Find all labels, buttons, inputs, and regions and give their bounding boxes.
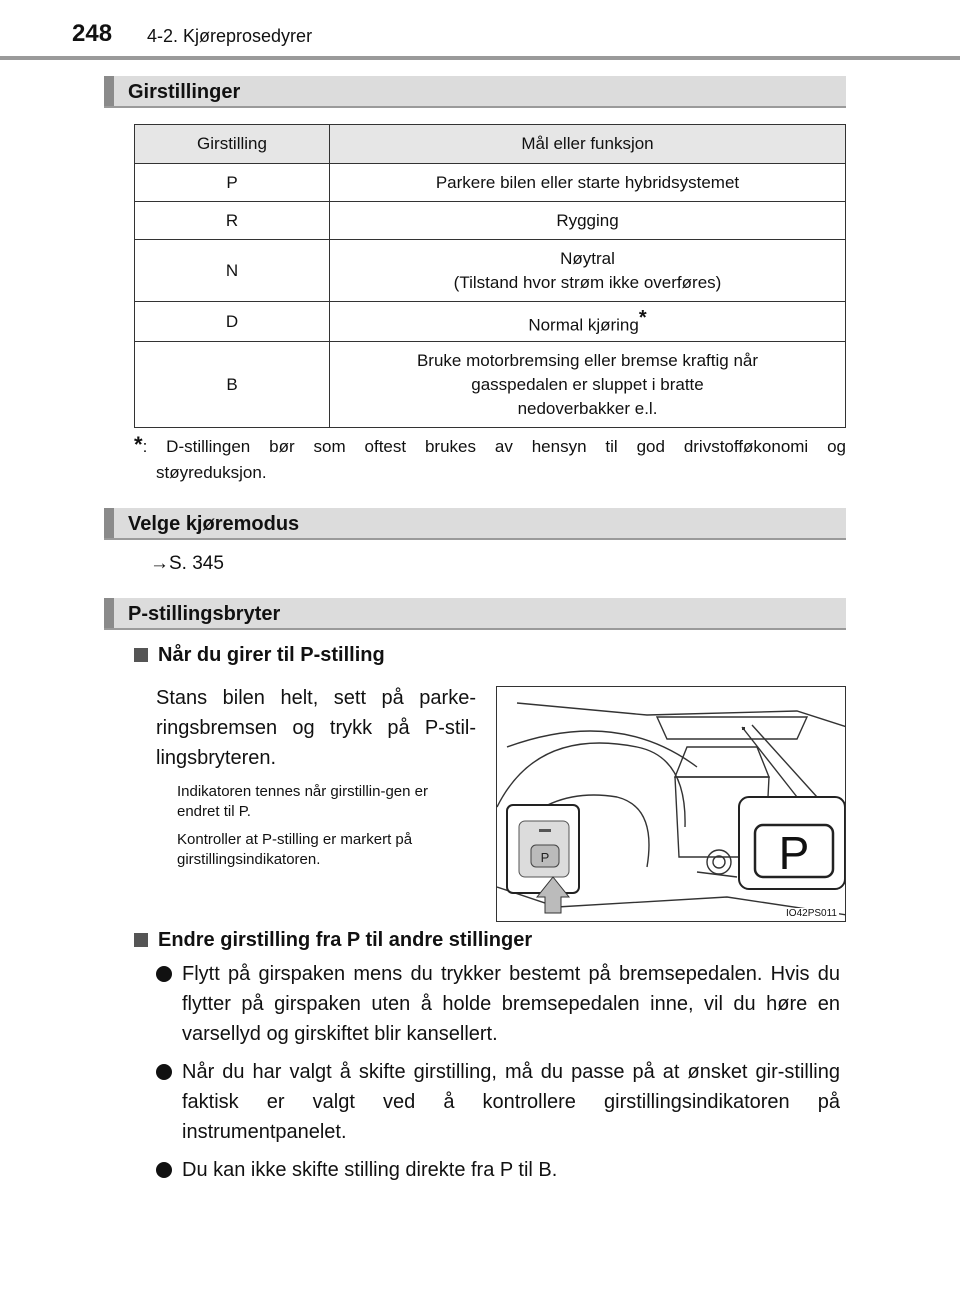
section-title: Velge kjøremodus	[128, 513, 300, 535]
footnote-star: *	[134, 432, 143, 457]
column-header-gear: Girstilling	[135, 125, 330, 164]
table-row	[135, 302, 846, 342]
page-reference-link[interactable]: →S. 345	[150, 553, 224, 574]
gear-cell: B	[135, 342, 330, 428]
function-line: gasspedalen er sluppet i bratte	[471, 374, 704, 394]
list-item	[156, 1155, 840, 1185]
bullet-dot-icon	[156, 1162, 172, 1178]
section-title: P-stillingsbryter	[128, 603, 281, 625]
footnote-line	[134, 432, 846, 460]
p-instruction: Stans bilen helt, sett på parke-ringsbremsen og trykk på P-stil-lingsbryteren.	[156, 687, 476, 769]
function-line: Bruke motorbremsing eller bremse kraftig når	[416, 350, 759, 370]
footnote-mark: *	[638, 307, 647, 330]
p-indicator-label: P	[778, 827, 810, 879]
function-cell	[330, 302, 846, 342]
list-item-text: Når du har valgt å skifte girstilling, må du passe på at ønsket gir-stilling faktisk er valgt ved å kontrollere girstillingsindikatoren på instrumentpanelet.	[182, 1061, 840, 1143]
subheading-text: Endre girstilling fra P til andre stillinger	[158, 929, 533, 951]
gear-cell: P	[135, 164, 330, 202]
section-bar	[104, 508, 114, 538]
subheading-change-position	[134, 929, 532, 952]
table-row	[135, 342, 846, 428]
header-rule	[0, 56, 960, 60]
p-switch-label: P	[540, 850, 550, 865]
p-switch-closeup	[507, 805, 579, 913]
gear-cell: N	[135, 240, 330, 302]
gear-cell: D	[135, 302, 330, 342]
function-line: Nøytral	[560, 248, 615, 268]
table-row	[135, 202, 846, 240]
table-row	[135, 164, 846, 202]
square-bullet-icon	[134, 933, 148, 947]
footnote	[134, 432, 846, 486]
function-cell	[330, 342, 846, 428]
section-bar	[104, 598, 114, 628]
function-text: Normal kjøring	[528, 315, 639, 335]
bullet-list	[156, 959, 840, 1193]
bullet-dot-icon	[156, 1064, 172, 1080]
section-title: Girstillinger	[128, 81, 241, 103]
section-p-switch	[104, 598, 846, 630]
note-indicator: Indikatoren tennes når girstillin-gen er endret til P.	[177, 783, 428, 820]
bullet-dot-icon	[156, 966, 172, 982]
note-check: Kontroller at P-stilling er markert på girstillingsindikatoren.	[177, 831, 413, 868]
table-header-row	[135, 125, 846, 164]
gear-cell: R	[135, 202, 330, 240]
gear-table	[134, 124, 846, 428]
column-header-function: Mål eller funksjon	[330, 125, 846, 164]
list-item-text: Du kan ikke skifte stilling direkte fra P til B.	[182, 1159, 558, 1181]
function-line: (Tilstand hvor strøm ikke overføres)	[453, 272, 722, 292]
function-cell: Rygging	[330, 202, 846, 240]
list-item	[156, 1057, 840, 1147]
section-drive-mode	[104, 508, 846, 540]
function-cell: Parkere bilen eller starte hybridsystemet	[330, 164, 846, 202]
page-number: 248	[72, 20, 113, 47]
section-gear-positions	[104, 76, 846, 108]
figure-code: IO42PS011	[786, 908, 837, 919]
square-bullet-icon	[134, 648, 148, 662]
list-item-text: Flytt på girspaken mens du trykker bestemt på bremsepedalen. Hvis du flytter på girspaken uten å holde bremsepedalen inne, vil du høre en varsellyd og girskiftet blir kansellert.	[182, 963, 840, 1045]
footnote-line-2: støyreduksjon.	[156, 463, 267, 482]
function-cell	[330, 240, 846, 302]
function-line: nedoverbakker e.l.	[517, 398, 658, 418]
section-bar	[104, 76, 114, 106]
dashboard-illustration	[496, 686, 846, 922]
chapter-title: 4-2. Kjøreprosedyrer	[147, 26, 313, 46]
subheading-text: Når du girer til P-stilling	[158, 644, 385, 666]
p-indicator-closeup	[739, 797, 845, 889]
dashboard-drawing	[497, 687, 846, 922]
list-item	[156, 959, 840, 1049]
footnote-text: : D-stillingen bør som oftest brukes av hensyn til god drivstofføkonomi og	[142, 437, 846, 456]
subheading-p-position	[134, 644, 385, 667]
table-row	[135, 240, 846, 302]
